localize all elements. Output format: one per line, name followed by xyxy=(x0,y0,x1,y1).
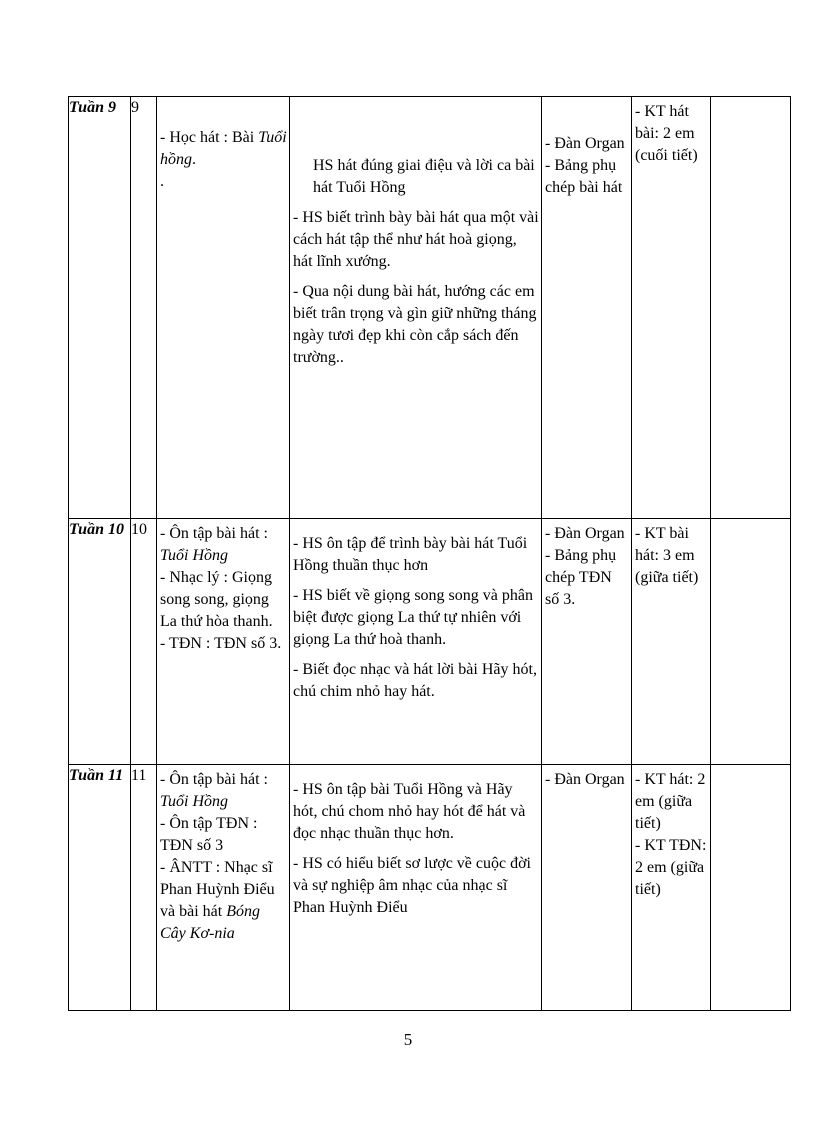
content-cell xyxy=(157,97,290,519)
table-row xyxy=(69,519,791,765)
content-line: - TĐN : TĐN số 3. xyxy=(160,635,282,652)
assessment-item: - KT TĐN: 2 em (giữa tiết) xyxy=(635,837,707,898)
materials-cell xyxy=(542,765,632,1011)
objective-item: - HS có hiểu biết sơ lược về cuộc đời và sự nghiệp âm nhạc của nhạc sĩ Phan Huỳnh Điểu xyxy=(293,855,531,916)
objective-item: - HS ôn tập để trình bày bài hát Tuổi Hồng thuần thục hơn xyxy=(293,535,528,574)
week-cell: Tuần 9 xyxy=(69,97,131,519)
material-item: - Bảng phụ chép bài hát xyxy=(545,157,623,196)
notes-cell xyxy=(711,765,791,1011)
objectives-cell xyxy=(290,519,542,765)
content-cell xyxy=(157,765,290,1011)
objectives-cell xyxy=(290,765,542,1011)
material-item: - Bảng phụ chép TĐN số 3. xyxy=(545,547,617,608)
content-line: . xyxy=(160,173,164,190)
assessment-cell xyxy=(632,765,711,1011)
objective-item: - HS ôn tập bài Tuổi Hồng và Hãy hót, chú chom nhỏ hay hót để hát và đọc nhạc thuần thục hơn. xyxy=(293,781,526,842)
objective-item: - HS biết trình bày bài hát qua một vài cách hát tập thể như hát hoà giọng, hát lĩnh xướng. xyxy=(293,209,539,270)
content-line: - Nhạc lý : Giọng song song, giọng La thứ hòa thanh. xyxy=(160,569,273,630)
content-line: - Ôn tập bài hát : Tuổi Hồng xyxy=(160,525,268,564)
content-line: - Ôn tập bài hát : Tuổi Hồng xyxy=(160,771,268,810)
objective-item: HS hát đúng giai điệu và lời ca bài hát Tuổi Hồng xyxy=(313,157,535,196)
table-row xyxy=(69,97,791,519)
lesson-number-cell: 10 xyxy=(131,519,157,765)
lesson-plan-table xyxy=(68,96,791,1011)
content-line: - ÂNTT : Nhạc sĩ Phan Huỳnh Điểu và bài hát Bóng Cây Kơ-nia xyxy=(160,859,275,942)
materials-cell xyxy=(542,97,632,519)
week-cell: Tuần 11 xyxy=(69,765,131,1011)
assessment-item: - KT hát bài: 2 em (cuối tiết) xyxy=(635,103,698,164)
table-row xyxy=(69,765,791,1011)
objective-item: - HS biết về giọng song song và phân biệt được giọng La thứ tự nhiên với giọng La thứ hoà thanh. xyxy=(293,587,533,648)
assessment-item: - KT bài hát: 3 em (giữa tiết) xyxy=(635,525,699,586)
content-line: - Học hát : Bài Tuổi hồng. xyxy=(160,129,287,168)
notes-cell xyxy=(711,519,791,765)
assessment-item: - KT hát: 2 em (giữa tiết) xyxy=(635,771,706,832)
notes-cell xyxy=(711,97,791,519)
lesson-number-cell: 11 xyxy=(131,765,157,1011)
week-cell: Tuần 10 xyxy=(69,519,131,765)
objective-item: - Qua nội dung bài hát, hướng các em biết trân trọng và gìn giữ những tháng ngày tươi đẹp khi còn cắp sách đến trường.. xyxy=(293,283,537,366)
page-number: 5 xyxy=(403,1030,413,1049)
assessment-cell xyxy=(632,519,711,765)
lesson-number-cell: 9 xyxy=(131,97,157,519)
objective-item: - Biết đọc nhạc và hát lời bài Hãy hót, chú chim nhỏ hay hát. xyxy=(293,661,537,700)
material-item: - Đàn Organ xyxy=(545,135,625,152)
materials-cell xyxy=(542,519,632,765)
assessment-cell xyxy=(632,97,711,519)
material-item: - Đàn Organ xyxy=(545,525,625,542)
objectives-cell xyxy=(290,97,542,519)
material-item: - Đàn Organ xyxy=(545,771,625,788)
content-cell xyxy=(157,519,290,765)
content-line: - Ôn tập TĐN : TĐN số 3 xyxy=(160,815,258,854)
